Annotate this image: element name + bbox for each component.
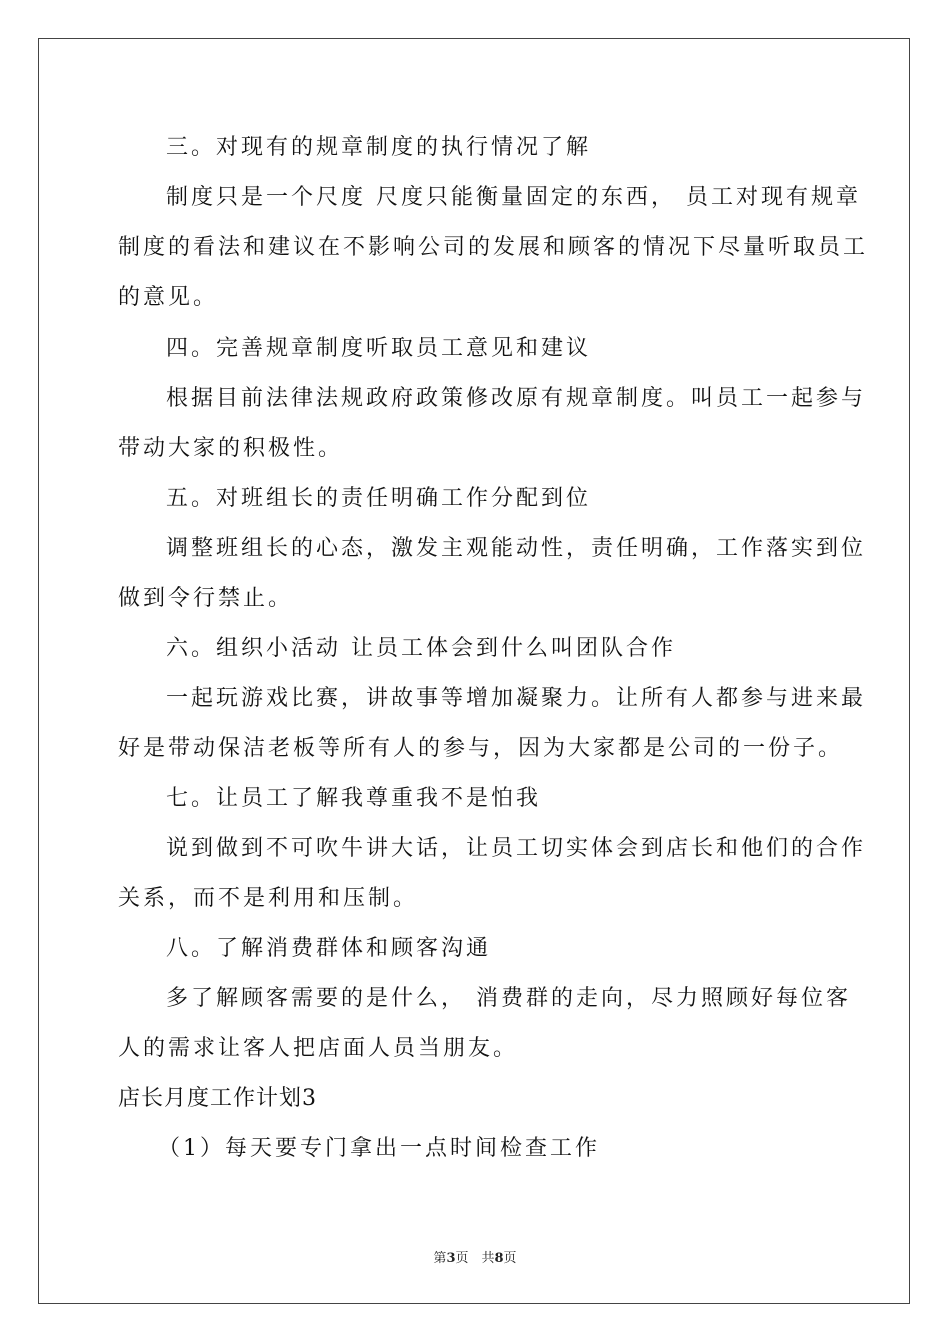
body-line: 根据目前法律法规政府政策修改原有规章制度。叫员工一起参与 [166,386,867,411]
body-line: 带动大家的积极性。 [118,436,344,461]
body-line: 制度的看法和建议在不影响公司的发展和顾客的情况下尽量听取员工 [118,235,869,260]
body-line: 关系，而不是利用和压制。 [118,886,419,911]
body-line: 说到做到不可吹牛讲大话，让员工切实体会到店长和他们的合作 [166,836,867,861]
body-line: 一起玩游戏比赛，讲故事等增加凝聚力。让所有人都参与进来最 [166,686,867,711]
body-line: 做到令行禁止。 [118,586,294,611]
body-line: 的意见。 [118,285,219,310]
section-heading: 六。组织小活动 让员工体会到什么叫团队合作 [166,636,676,661]
page-footer [0,1247,950,1266]
body-line: 好是带动保洁老板等所有人的参与，因为大家都是公司的一份子。 [118,736,844,761]
section-heading: 五。对班组长的责任明确工作分配到位 [166,486,592,511]
body-line: 制度只是一个尺度 尺度只能衡量固定的东西， 员工对现有规章 [166,185,861,210]
body-line: 调整班组长的心态，激发主观能动性，责任明确，工作落实到位 [166,536,867,561]
section-heading: 三。对现有的规章制度的执行情况了解 [166,135,592,160]
footer-mid: 页 共 [455,1251,495,1266]
section-heading: 四。完善规章制度听取员工意见和建议 [166,336,592,361]
footer-prefix: 第 [433,1251,447,1266]
section-heading: 七。让员工了解我尊重我不是怕我 [166,786,542,811]
body-line: 多了解顾客需要的是什么， 消费群的走向，尽力照顾好每位客 [166,986,851,1011]
list-item: （1）每天要专门拿出一点时间检查工作 [158,1136,600,1161]
body-line: 人的需求让客人把店面人员当朋友。 [118,1036,519,1061]
total-page-count: 8 [494,1251,504,1266]
current-page-number: 3 [446,1251,456,1266]
section-heading: 八。了解消费群体和顾客沟通 [166,936,492,961]
document-title: 店长月度工作计划3 [118,1086,317,1111]
footer-suffix: 页 [503,1251,517,1266]
